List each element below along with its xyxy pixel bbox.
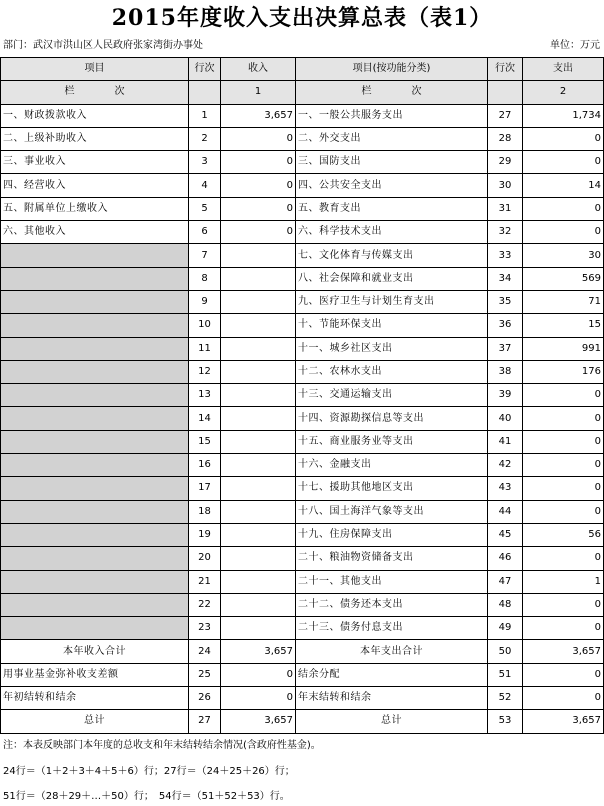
income-value-cell bbox=[221, 617, 296, 640]
budget-body bbox=[1, 104, 604, 640]
expense-row-no-cell: 52 bbox=[488, 687, 523, 710]
income-row-no-cell: 24 bbox=[189, 640, 221, 663]
income-item-cell bbox=[1, 430, 189, 453]
expense-row-no-cell: 53 bbox=[488, 710, 523, 733]
expense-item-cell: 十八、国土海洋气象等支出 bbox=[296, 500, 488, 523]
expense-item-cell: 七、文化体育与传媒支出 bbox=[296, 244, 488, 267]
totals-section bbox=[1, 640, 604, 733]
table-row bbox=[1, 523, 604, 546]
expense-row-no-cell: 27 bbox=[488, 104, 523, 127]
income-row-no-cell: 2 bbox=[189, 127, 221, 150]
expense-row-no-cell: 32 bbox=[488, 221, 523, 244]
header-income-row-no: 行次 bbox=[189, 58, 221, 81]
expense-item-cell: 十五、商业服务业等支出 bbox=[296, 430, 488, 453]
income-row-no-cell: 13 bbox=[189, 384, 221, 407]
note-line: 24行＝（1＋2＋3＋4＋5＋6）行；27行＝（24＋25＋26）行； bbox=[3, 766, 295, 777]
income-value-cell: 0 bbox=[221, 174, 296, 197]
income-item-cell bbox=[1, 570, 189, 593]
income-value-cell bbox=[221, 500, 296, 523]
income-item-cell bbox=[1, 360, 189, 383]
table-row bbox=[1, 384, 604, 407]
income-row-no-cell: 6 bbox=[189, 221, 221, 244]
expense-value-cell: 3,657 bbox=[523, 640, 604, 663]
expense-row-no-cell: 46 bbox=[488, 547, 523, 570]
income-value-cell bbox=[221, 547, 296, 570]
income-row-no-blank bbox=[189, 81, 221, 104]
table-row bbox=[1, 314, 604, 337]
income-item-cell bbox=[1, 547, 189, 570]
expense-row-no-cell: 44 bbox=[488, 500, 523, 523]
income-item-cell bbox=[1, 523, 189, 546]
income-column-index-label: 栏 次 bbox=[1, 81, 189, 104]
income-value-cell bbox=[221, 593, 296, 616]
expense-value-cell: 0 bbox=[523, 547, 604, 570]
table-row bbox=[1, 104, 604, 127]
income-value-cell bbox=[221, 384, 296, 407]
income-item-cell bbox=[1, 500, 189, 523]
expense-row-no-cell: 37 bbox=[488, 337, 523, 360]
income-item-cell bbox=[1, 337, 189, 360]
expense-row-no-cell: 48 bbox=[488, 593, 523, 616]
expense-item-cell: 二十二、债务还本支出 bbox=[296, 593, 488, 616]
expense-item-cell: 二、外交支出 bbox=[296, 127, 488, 150]
expense-item-cell: 十、节能环保支出 bbox=[296, 314, 488, 337]
income-row-no-cell: 5 bbox=[189, 197, 221, 220]
income-row-no-cell: 3 bbox=[189, 151, 221, 174]
expense-value-cell: 3,657 bbox=[523, 710, 604, 733]
expense-row-no-cell: 38 bbox=[488, 360, 523, 383]
expense-value-cell: 0 bbox=[523, 687, 604, 710]
expense-item-cell: 二十、粮油物资储备支出 bbox=[296, 547, 488, 570]
expense-item-cell: 十二、农林水支出 bbox=[296, 360, 488, 383]
table-row bbox=[1, 244, 604, 267]
table-row bbox=[1, 547, 604, 570]
header-expense-item: 项目(按功能分类) bbox=[296, 58, 488, 81]
expense-item-cell: 十七、援助其他地区支出 bbox=[296, 477, 488, 500]
expense-row-no-cell: 42 bbox=[488, 454, 523, 477]
income-row-no-cell: 1 bbox=[189, 104, 221, 127]
income-row-no-cell: 15 bbox=[189, 430, 221, 453]
grand-total-row bbox=[1, 710, 604, 733]
expense-item-cell: 十三、交通运输支出 bbox=[296, 384, 488, 407]
expense-value-cell: 0 bbox=[523, 663, 604, 686]
income-row-no-cell: 27 bbox=[189, 710, 221, 733]
table-row bbox=[1, 617, 604, 640]
income-item-cell: 四、经营收入 bbox=[1, 174, 189, 197]
header-income: 收入 bbox=[221, 58, 296, 81]
expense-value-cell: 56 bbox=[523, 523, 604, 546]
expense-value-cell: 0 bbox=[523, 151, 604, 174]
expense-value-cell: 0 bbox=[523, 197, 604, 220]
income-item-cell: 本年收入合计 bbox=[1, 640, 189, 663]
income-item-cell: 年初结转和结余 bbox=[1, 687, 189, 710]
income-row-no-cell: 25 bbox=[189, 663, 221, 686]
header-expense-row-no: 行次 bbox=[488, 58, 523, 81]
expense-row-no-cell: 41 bbox=[488, 430, 523, 453]
expense-row-no-cell: 30 bbox=[488, 174, 523, 197]
expense-item-cell: 一、一般公共服务支出 bbox=[296, 104, 488, 127]
income-item-cell: 总计 bbox=[1, 710, 189, 733]
expense-row-no-cell: 49 bbox=[488, 617, 523, 640]
expense-value-cell: 14 bbox=[523, 174, 604, 197]
income-value-cell bbox=[221, 244, 296, 267]
expense-column-index-label: 栏 次 bbox=[296, 81, 488, 104]
expense-item-cell: 六、科学技术支出 bbox=[296, 221, 488, 244]
income-value-cell bbox=[221, 360, 296, 383]
page-title: 2015年度收入支出决算总表（表1） bbox=[111, 5, 493, 31]
income-row-no-cell: 26 bbox=[189, 687, 221, 710]
expense-item-cell: 九、医疗卫生与计划生育支出 bbox=[296, 290, 488, 313]
income-item-cell: 三、事业收入 bbox=[1, 151, 189, 174]
expense-item-cell: 十四、资源勘探信息等支出 bbox=[296, 407, 488, 430]
note-line: 注：本表反映部门本年度的总收支和年末结转结余情况(含政府性基金)。 bbox=[3, 740, 321, 751]
expense-value-cell: 0 bbox=[523, 617, 604, 640]
income-row-no-cell: 21 bbox=[189, 570, 221, 593]
expense-value-cell: 0 bbox=[523, 430, 604, 453]
income-row-no-cell: 19 bbox=[189, 523, 221, 546]
table-row bbox=[1, 151, 604, 174]
expense-item-cell: 八、社会保障和就业支出 bbox=[296, 267, 488, 290]
expense-item-cell: 二十三、债务付息支出 bbox=[296, 617, 488, 640]
income-row-no-cell: 4 bbox=[189, 174, 221, 197]
income-item-cell bbox=[1, 454, 189, 477]
income-item-cell bbox=[1, 314, 189, 337]
income-value-cell: 3,657 bbox=[221, 710, 296, 733]
table-row bbox=[1, 477, 604, 500]
expense-item-cell: 三、国防支出 bbox=[296, 151, 488, 174]
income-value-cell bbox=[221, 454, 296, 477]
income-row-no-cell: 14 bbox=[189, 407, 221, 430]
table-row bbox=[1, 454, 604, 477]
unit-label: 单位：万元 bbox=[550, 40, 600, 51]
table-row bbox=[1, 593, 604, 616]
budget-table bbox=[0, 57, 604, 734]
department-label: 部门：武汉市洪山区人民政府张家湾街办事处 bbox=[3, 40, 203, 51]
expense-row-no-cell: 36 bbox=[488, 314, 523, 337]
income-row-no-cell: 22 bbox=[189, 593, 221, 616]
table-row bbox=[1, 570, 604, 593]
income-value-cell bbox=[221, 290, 296, 313]
expense-row-no-cell: 43 bbox=[488, 477, 523, 500]
table-row bbox=[1, 500, 604, 523]
income-item-cell: 五、附属单位上缴收入 bbox=[1, 197, 189, 220]
income-column-index: 1 bbox=[221, 81, 296, 104]
expense-value-cell: 569 bbox=[523, 267, 604, 290]
income-value-cell: 3,657 bbox=[221, 640, 296, 663]
expense-item-cell: 年末结转和结余 bbox=[296, 687, 488, 710]
income-value-cell bbox=[221, 314, 296, 337]
income-row-no-cell: 10 bbox=[189, 314, 221, 337]
expense-row-no-cell: 31 bbox=[488, 197, 523, 220]
income-item-cell bbox=[1, 267, 189, 290]
expense-row-no-cell: 29 bbox=[488, 151, 523, 174]
table-row bbox=[1, 267, 604, 290]
expense-item-cell: 十九、住房保障支出 bbox=[296, 523, 488, 546]
expense-row-no-cell: 35 bbox=[488, 290, 523, 313]
header-row bbox=[1, 58, 604, 81]
income-row-no-cell: 18 bbox=[189, 500, 221, 523]
income-value-cell: 0 bbox=[221, 127, 296, 150]
expense-value-cell: 71 bbox=[523, 290, 604, 313]
expense-value-cell: 0 bbox=[523, 477, 604, 500]
expense-value-cell: 30 bbox=[523, 244, 604, 267]
income-row-no-cell: 9 bbox=[189, 290, 221, 313]
expense-value-cell: 0 bbox=[523, 384, 604, 407]
total-row bbox=[1, 687, 604, 710]
table-row bbox=[1, 174, 604, 197]
income-value-cell bbox=[221, 523, 296, 546]
expense-value-cell: 0 bbox=[523, 127, 604, 150]
table-row bbox=[1, 360, 604, 383]
income-item-cell: 一、财政拨款收入 bbox=[1, 104, 189, 127]
income-item-cell bbox=[1, 593, 189, 616]
income-row-no-cell: 20 bbox=[189, 547, 221, 570]
expense-item-cell: 十一、城乡社区支出 bbox=[296, 337, 488, 360]
expense-value-cell: 1 bbox=[523, 570, 604, 593]
income-value-cell: 3,657 bbox=[221, 104, 296, 127]
expense-item-cell: 结余分配 bbox=[296, 663, 488, 686]
expense-row-no-cell: 33 bbox=[488, 244, 523, 267]
table-row bbox=[1, 407, 604, 430]
table-row bbox=[1, 290, 604, 313]
income-value-cell bbox=[221, 337, 296, 360]
table-row bbox=[1, 221, 604, 244]
expense-row-no-cell: 39 bbox=[488, 384, 523, 407]
table-row bbox=[1, 430, 604, 453]
expense-row-no-cell: 51 bbox=[488, 663, 523, 686]
expense-value-cell: 0 bbox=[523, 593, 604, 616]
income-item-cell: 二、上级补助收入 bbox=[1, 127, 189, 150]
income-value-cell: 0 bbox=[221, 663, 296, 686]
expense-row-no-blank bbox=[488, 81, 523, 104]
expense-row-no-cell: 45 bbox=[488, 523, 523, 546]
income-item-cell: 用事业基金弥补收支差额 bbox=[1, 663, 189, 686]
expense-value-cell: 0 bbox=[523, 454, 604, 477]
expense-value-cell: 15 bbox=[523, 314, 604, 337]
income-value-cell: 0 bbox=[221, 687, 296, 710]
note-line: 51行＝（28＋29＋…＋50）行； 54行＝（51＋52＋53）行。 bbox=[3, 791, 290, 802]
expense-item-cell: 十六、金融支出 bbox=[296, 454, 488, 477]
expense-item-cell: 本年支出合计 bbox=[296, 640, 488, 663]
income-row-no-cell: 16 bbox=[189, 454, 221, 477]
income-row-no-cell: 12 bbox=[189, 360, 221, 383]
income-row-no-cell: 17 bbox=[189, 477, 221, 500]
expense-item-cell: 二十一、其他支出 bbox=[296, 570, 488, 593]
expense-item-cell: 四、公共安全支出 bbox=[296, 174, 488, 197]
total-row bbox=[1, 663, 604, 686]
income-value-cell: 0 bbox=[221, 197, 296, 220]
table-row bbox=[1, 127, 604, 150]
income-item-cell: 六、其他收入 bbox=[1, 221, 189, 244]
column-index-row bbox=[1, 81, 604, 104]
expense-value-cell: 0 bbox=[523, 500, 604, 523]
income-item-cell bbox=[1, 477, 189, 500]
table-row bbox=[1, 337, 604, 360]
income-row-no-cell: 7 bbox=[189, 244, 221, 267]
expense-item-cell: 五、教育支出 bbox=[296, 197, 488, 220]
expense-value-cell: 0 bbox=[523, 221, 604, 244]
expense-value-cell: 0 bbox=[523, 407, 604, 430]
header-expense: 支出 bbox=[523, 58, 604, 81]
income-row-no-cell: 11 bbox=[189, 337, 221, 360]
income-value-cell: 0 bbox=[221, 221, 296, 244]
income-value-cell bbox=[221, 267, 296, 290]
expense-column-index: 2 bbox=[523, 81, 604, 104]
income-value-cell bbox=[221, 570, 296, 593]
expense-row-no-cell: 50 bbox=[488, 640, 523, 663]
income-value-cell bbox=[221, 407, 296, 430]
expense-row-no-cell: 34 bbox=[488, 267, 523, 290]
expense-item-cell: 总计 bbox=[296, 710, 488, 733]
header-income-item: 项目 bbox=[1, 58, 189, 81]
expense-value-cell: 176 bbox=[523, 360, 604, 383]
income-item-cell bbox=[1, 244, 189, 267]
total-row bbox=[1, 640, 604, 663]
income-item-cell bbox=[1, 290, 189, 313]
income-item-cell bbox=[1, 617, 189, 640]
table-row bbox=[1, 197, 604, 220]
income-item-cell bbox=[1, 384, 189, 407]
income-row-no-cell: 8 bbox=[189, 267, 221, 290]
income-item-cell bbox=[1, 407, 189, 430]
expense-row-no-cell: 28 bbox=[488, 127, 523, 150]
expense-row-no-cell: 47 bbox=[488, 570, 523, 593]
expense-row-no-cell: 40 bbox=[488, 407, 523, 430]
expense-value-cell: 1,734 bbox=[523, 104, 604, 127]
income-row-no-cell: 23 bbox=[189, 617, 221, 640]
expense-value-cell: 991 bbox=[523, 337, 604, 360]
income-value-cell: 0 bbox=[221, 151, 296, 174]
income-value-cell bbox=[221, 430, 296, 453]
income-value-cell bbox=[221, 477, 296, 500]
